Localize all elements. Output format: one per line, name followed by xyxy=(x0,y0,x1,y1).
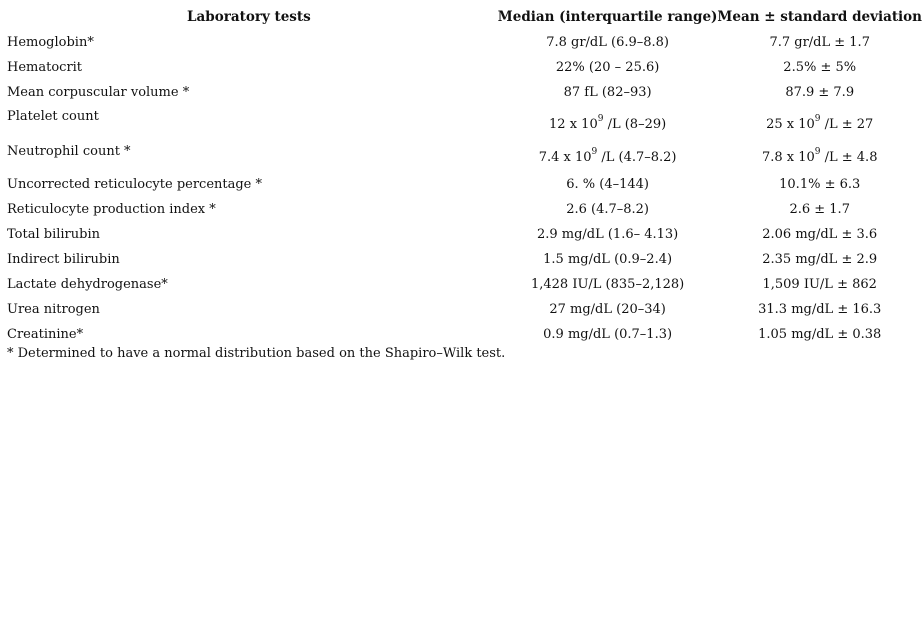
mean-value xyxy=(717,105,922,140)
lab-results-table xyxy=(0,4,922,347)
test-name: Mean corpuscular volume * xyxy=(7,85,190,100)
median-value: 22% (20 – 25.6) xyxy=(555,60,660,75)
mean-value: 2.35 mg/dL ± 2.9 xyxy=(762,252,878,267)
mean-value: 31.3 mg/dL ± 16.3 xyxy=(758,302,882,317)
test-name: Platelet count xyxy=(7,109,99,124)
table-row xyxy=(0,297,922,322)
median-value: 2.9 mg/dL (1.6– 4.13) xyxy=(536,227,679,242)
header-laboratory-tests: Laboratory tests xyxy=(187,9,311,25)
test-name: Creatinine* xyxy=(7,327,84,342)
table-row xyxy=(0,105,922,140)
mean-value: 1.05 mg/dL ± 0.38 xyxy=(758,327,882,342)
median-rest: /L (8–29) xyxy=(603,116,667,132)
median-value: 7.8 gr/dL (6.9–8.8) xyxy=(546,35,670,50)
table-row xyxy=(0,322,922,347)
header-mean: Mean ± standard deviation xyxy=(717,9,922,25)
median-value: 2.6 (4.7–8.2) xyxy=(566,202,650,217)
median-value xyxy=(498,105,718,140)
mean-base: 25 x 10 xyxy=(766,116,815,132)
header-median: Median (interquartile range) xyxy=(497,9,718,25)
median-exponent: 9 xyxy=(591,147,598,157)
median-value: 1,428 IU/L (835–2,128) xyxy=(530,277,685,292)
table-row xyxy=(0,197,922,222)
test-name: Reticulocyte production index * xyxy=(7,202,216,217)
test-name: Hematocrit xyxy=(7,60,83,75)
test-name: Total bilirubin xyxy=(7,227,100,242)
median-rest: /L (4.7–8.2) xyxy=(597,150,677,165)
mean-exponent: 9 xyxy=(814,113,821,124)
mean-value: 1,509 IU/L ± 862 xyxy=(762,277,877,292)
median-base: 7.4 x 10 xyxy=(538,150,592,165)
mean-rest: /L ± 4.8 xyxy=(820,150,878,165)
test-name: Lactate dehydrogenase* xyxy=(7,277,168,292)
mean-value: 2.6 ± 1.7 xyxy=(789,202,850,217)
mean-rest: /L ± 27 xyxy=(820,116,874,132)
table-footnote: * Determined to have a normal distribution based on the Shapiro–Wilk test. xyxy=(7,346,506,361)
mean-base: 7.8 x 10 xyxy=(761,150,815,165)
mean-value: 87.9 ± 7.9 xyxy=(785,85,855,100)
median-value: 1.5 mg/dL (0.9–2.4) xyxy=(543,252,673,267)
test-name: Urea nitrogen xyxy=(7,302,100,317)
median-base: 12 x 10 xyxy=(549,116,598,132)
median-exponent: 9 xyxy=(597,113,604,124)
test-name: Hemoglobin* xyxy=(7,35,94,50)
table-row xyxy=(0,222,922,247)
table-row xyxy=(0,247,922,272)
table-row xyxy=(0,80,922,105)
median-value: 87 fL (82–93) xyxy=(563,85,652,100)
mean-value xyxy=(717,140,922,172)
mean-value: 7.7 gr/dL ± 1.7 xyxy=(769,35,870,50)
mean-value: 10.1% ± 6.3 xyxy=(779,177,861,192)
table-row xyxy=(0,272,922,297)
median-value: 27 mg/dL (20–34) xyxy=(549,302,666,317)
table-header-row xyxy=(0,4,922,30)
mean-exponent: 9 xyxy=(814,147,821,157)
mean-value: 2.5% ± 5% xyxy=(783,60,857,75)
median-value xyxy=(498,140,718,172)
test-name: Indirect bilirubin xyxy=(7,252,120,267)
mean-value: 2.06 mg/dL ± 3.6 xyxy=(762,227,878,242)
table-row xyxy=(0,140,922,172)
test-name: Uncorrected reticulocyte percentage * xyxy=(7,177,263,192)
median-value: 6. % (4–144) xyxy=(566,177,649,192)
table-row xyxy=(0,172,922,197)
table-row xyxy=(0,30,922,55)
median-value: 0.9 mg/dL (0.7–1.3) xyxy=(543,327,673,342)
test-name: Neutrophil count * xyxy=(7,144,131,159)
table-row xyxy=(0,55,922,80)
